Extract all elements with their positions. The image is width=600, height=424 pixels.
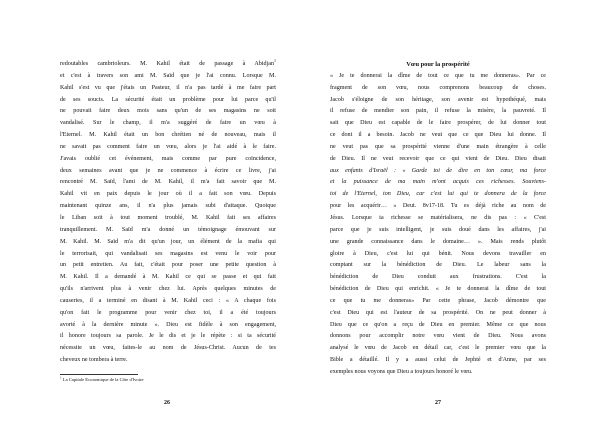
- text-line: il honore toujours sa parole. Je le dis et je le répète : si ta sécurité: [60, 333, 276, 340]
- text-line: M. Kahil. Il a demandé à M. Kahil ce qui se passe et qui fait: [60, 274, 276, 281]
- right-page-body: [330, 59, 546, 379]
- text-line: J'avais oublié cet événement, mais comme par pure coïncidence,: [60, 155, 276, 162]
- text-line: il refuse de mendier son pain, il refuse la misère, la pauvreté. Il: [330, 108, 546, 115]
- text-line: gloire à Dieu, c'est lui qui bénit. Nous devons travailler en: [330, 250, 546, 257]
- text-line: donnons pour accomplir notre vœu vient de Dieu. Nous avons: [330, 333, 546, 340]
- text-line: et la puissance de ma main m'ont acquis ces richesses. Souviens-: [330, 179, 546, 186]
- footnote-rule: [60, 374, 138, 375]
- text-line: c'est Dieu qui est l'auteur de sa prospérité. On ne peut donner à: [330, 309, 546, 316]
- text-line: maintenant quinze ans, il n'a plus jamais subi d'attaque. Quoique: [60, 203, 276, 210]
- text-line: bénédiction de Dieu qui enrichit. « Je te donnerai la dîme de tout: [330, 286, 546, 293]
- text-line: qu'ils n'arrivent plus à venir chez lui. Après quelques minutes de: [60, 286, 276, 293]
- text-line: redoutables cambrioleurs. M. Kahil était de passage à Abidjan$^1$: [60, 59, 276, 67]
- text-line: Kahil s'est vu que j'étais un Pasteur, il n'a pas tardé à me faire part: [60, 84, 276, 91]
- text-line: nécessite un vœu, faites-le au nom de Jésus-Christ. Aucun de tes: [60, 345, 276, 352]
- footnote: [60, 377, 144, 383]
- text-line: exemples nous voyons que Dieu a toujours honoré le vœu.: [330, 368, 473, 375]
- text-line: ce que tu me donneras» Par cette phrase, Jacob démontre que: [330, 297, 546, 304]
- text-line: ne pouvait faire deux mois sans qu'un de ses magasins ne soit: [60, 108, 276, 115]
- text-line: ce dont il a besoin. Jacob ne veut que ce que Dieu lui donne. Il: [330, 132, 546, 139]
- text-line: toi de l'Eternel, ton Dieu, car c'est lui qui te donnera de la force: [330, 191, 546, 198]
- text-line: qu'on fait le programme pour venir chez toi, il a été toujours: [60, 309, 276, 316]
- text-line: vandalisé. Sur le champ, il m'a suggéré de faire un vœu à: [60, 120, 276, 127]
- text-line: un petit entretien. Au fait, c'était pour poser une petite question à: [60, 262, 276, 269]
- text-line: deux semaines avant que je ne commence à écrire ce livre, j'ai: [60, 167, 276, 174]
- text-line: pour les acquérir… » Deut. 8v17-18. Tu es déjà riche au nom de: [330, 203, 546, 210]
- text-line: ne veut pas que sa prospérité vienne d'une main étrangère à celle: [330, 143, 546, 150]
- text-line: Bible a détaillé. Il y a aussi celui de Jephté et d'Anne, par ses: [330, 357, 546, 364]
- text-line: rencontré M. Saïd, l'ami de M. Kahil, il m'a fait savoir que M.: [60, 179, 276, 186]
- text-line: Jacob s'éloigne de son héritage, son avenir est hypothéqué, mais: [330, 96, 546, 103]
- text-line: le terrorisait, qui vandalisait ses magasins est venu le voir pour: [60, 250, 276, 257]
- section-heading: Vœu pour la prospérité: [406, 61, 470, 68]
- text-line: parce que je suis intelligent, je suis doué dans les affaires, j'ai: [330, 226, 546, 233]
- text-line: l'Eternel. M. Kahil était un bon chrétien né de nouveau, mais il: [60, 132, 276, 139]
- text-line: comptant sur la bénédiction de Dieu. Le labeur sans la: [330, 262, 546, 269]
- text-line: Kahil vit en paix depuis le jour où il a fait son vœu. Depuis: [60, 191, 276, 198]
- text-line: cheveux ne tombera à terre.: [60, 357, 128, 364]
- text-line: avorté à la dernière minute ». Dieu est fidèle à son engagement,: [60, 321, 276, 328]
- text-line: « Je te donnerai la dîme de tout ce que tu me donneras». Par ce: [330, 72, 546, 79]
- text-line: fragment de son vœu, nous comprenons beaucoup de choses.: [330, 84, 546, 91]
- text-line: et c'est à travers son ami M. Saïd que je l'ai connu. Lorsque M.: [60, 72, 276, 79]
- footnote-marker: 1: [60, 375, 62, 380]
- text-line: de Dieu. Il ne veut recevoir que ce qui vient de Dieu. Dieu disait: [330, 155, 546, 162]
- text-line: M. Kahil. M. Saïd m'a dit qu'un jour, un élément de la mafia qui: [60, 238, 276, 245]
- text-line: bénédiction de Dieu conduit aux frustrations. C'est la: [330, 274, 546, 281]
- page-number-right: 27: [435, 400, 441, 406]
- text-line: causeries, il a terminé en disant à M. Kahil ceci : « A chaque fois: [60, 297, 276, 304]
- text-line: le Liban soit à tout moment troublé, M. Kahil fait ses affaires: [60, 214, 276, 221]
- footnote-text: La Capitale Economique de la Côte d'Ivoire: [62, 377, 144, 382]
- text-line: sait que Dieu est capable de le faire prospérer, de lui donner tout: [330, 120, 546, 127]
- page-number-left: 26: [164, 400, 170, 406]
- text-line: ne savait pas comment faire un vœu, alors je l'ai aidé à le faire.: [60, 143, 276, 150]
- text-line: analysé le vœu de Jacob en détail car, c'est le premier vœu que la: [330, 345, 546, 352]
- text-line: de ses soucis. La sécurité était un problème pour lui parce qu'il: [60, 96, 276, 103]
- text-line: Jésus. Lorsque ta richesse se matérialisera, ne dis pas : « C'est: [330, 214, 546, 221]
- left-page-body: [60, 59, 276, 367]
- text-line: une grande connaissance dans le domaine… ». Mais rends plutôt: [330, 238, 546, 245]
- text-line: tranquillement. M. Saïd m'a donné un témoignage émouvant sur: [60, 226, 276, 233]
- text-line: aux enfants d'Israël : « Garde toi de dire en ton cœur, ma force: [330, 167, 546, 174]
- footnote-reference: 1: [274, 59, 276, 63]
- right-page: [300, 0, 600, 424]
- text-line: Dieu que ce qu'on a reçu de Dieu en premier. Même ce que nous: [330, 321, 546, 328]
